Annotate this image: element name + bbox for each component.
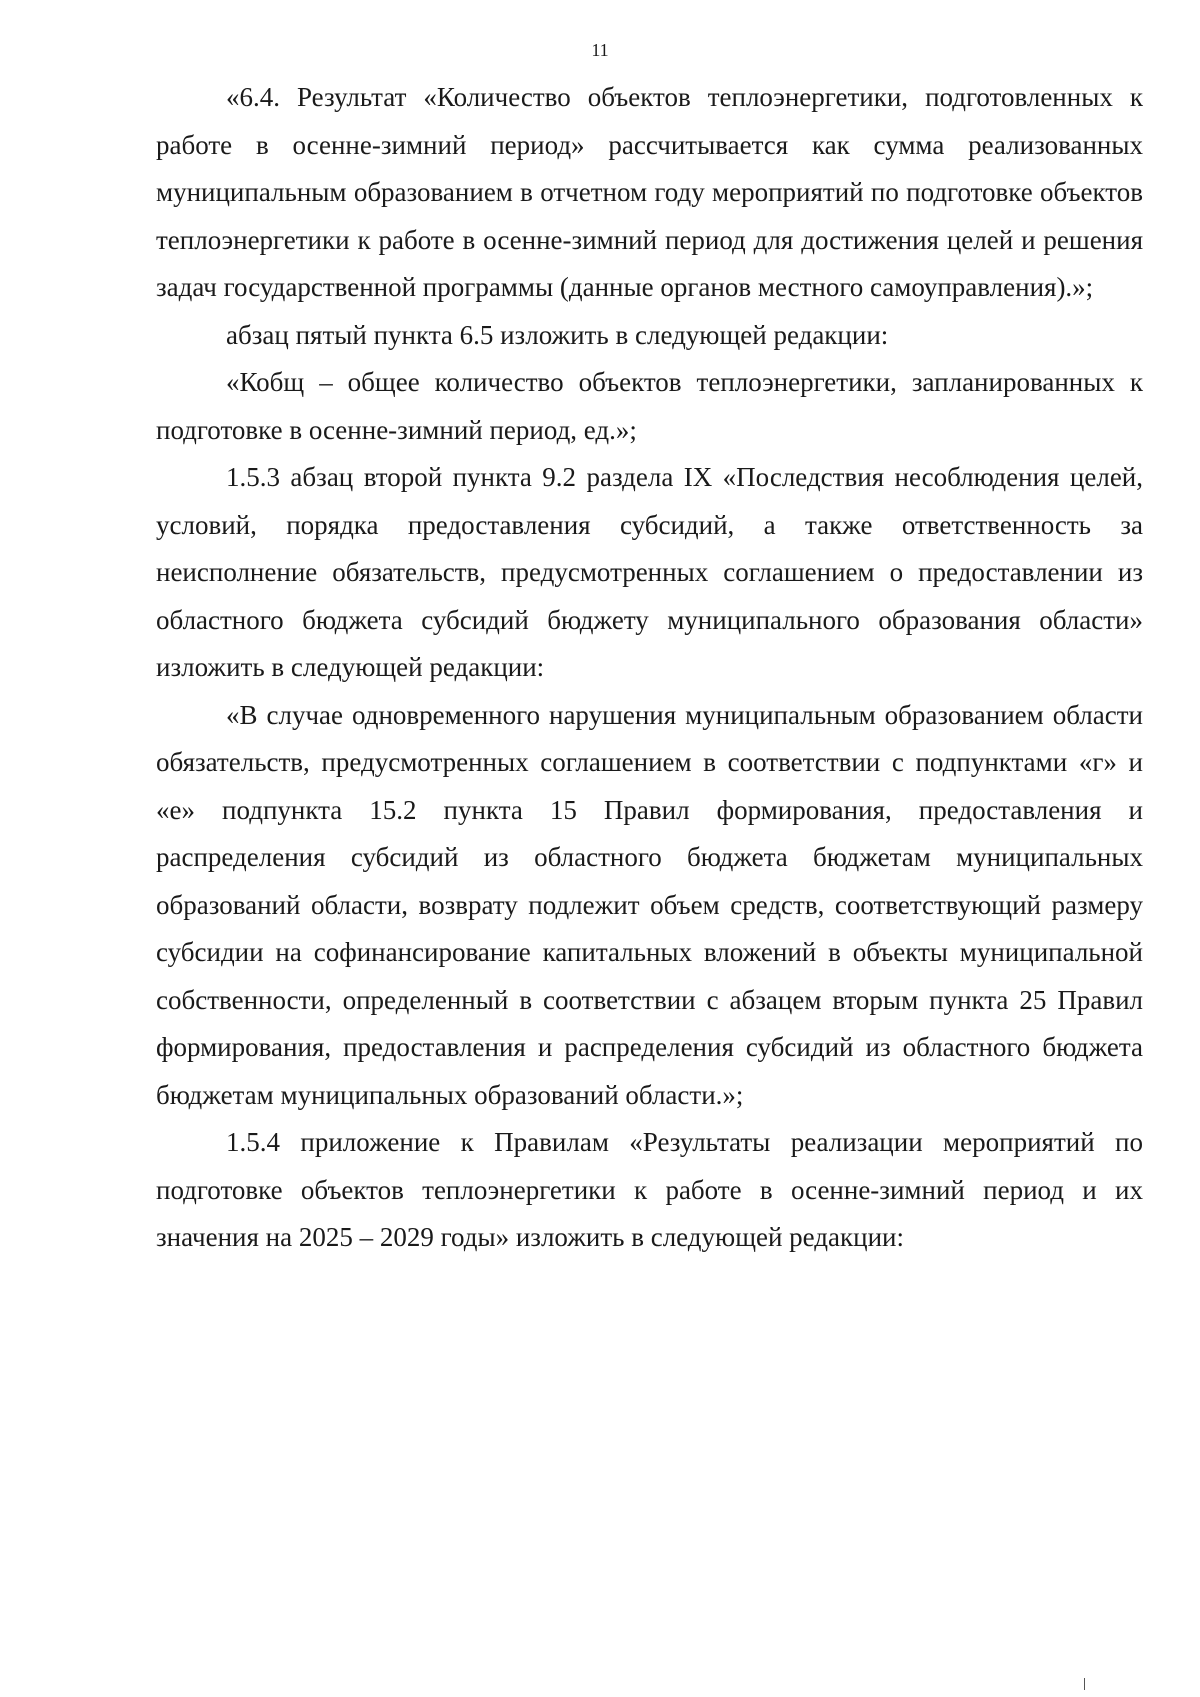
paragraph-1-5-4: 1.5.4 приложение к Правилам «Результаты реализации мероприятий по подготовке объектов теплоэнергетики к работе в осенне-зимний период и их значения на 2025 – 2029 годы» изложить в следующей редакции: (156, 1127, 1143, 1252)
paragraph-6-5-instruction: абзац пятый пункта 6.5 изложить в следующей редакции: (226, 319, 889, 350)
document-body (156, 74, 1143, 1262)
paragraph-1-5-3: 1.5.3 абзац второй пункта 9.2 раздела IX «Последствия несоблюдения целей, условий, порядка предоставления субсидий, а также ответственность за неисполнение обязательств, предусмотренных соглашением о предоставлении из областного бюджета субсидий бюджету муниципального образования области» изложить в следующей редакции: (156, 462, 1143, 682)
paragraph-kobshch-definition: «Кобщ – общее количество объектов теплоэнергетики, запланированных к подготовке в осенне-зимний период, ед.»; (156, 367, 1143, 445)
paragraph-6-4-result: «6.4. Результат «Количество объектов теплоэнергетики, подготовленных к работе в осенне-зимний период» рассчитывается как сумма реализованных муниципальным образованием в отчетном году мероприятий по подготовке объектов теплоэнергетики к работе в осенне-зимний период для достижения целей и решения задач государственной программы (данные органов местного самоуправления).»; (156, 82, 1143, 302)
page-number: 11 (591, 40, 609, 60)
paragraph-violation-clause: «В случае одновременного нарушения муниципальным образованием области обязательств, предусмотренных соглашением в соответствии с подпунктами «г» и «е» подпункта 15.2 пункта 15 Правил формирования, предоставления и распределения субсидий из областного бюджета бюджетам муниципальных образований области, возврату подлежит объем средств, соответствующий размеру субсидии на софинансирование капитальных вложений в объекты муниципальной собственности, определенный в соответствии с абзацем вторым пункта 25 Правил формирования, предоставления и распределения субсидий из областного бюджета бюджетам муниципальных образований области.»; (156, 699, 1143, 1110)
scan-mark (1084, 1678, 1085, 1690)
